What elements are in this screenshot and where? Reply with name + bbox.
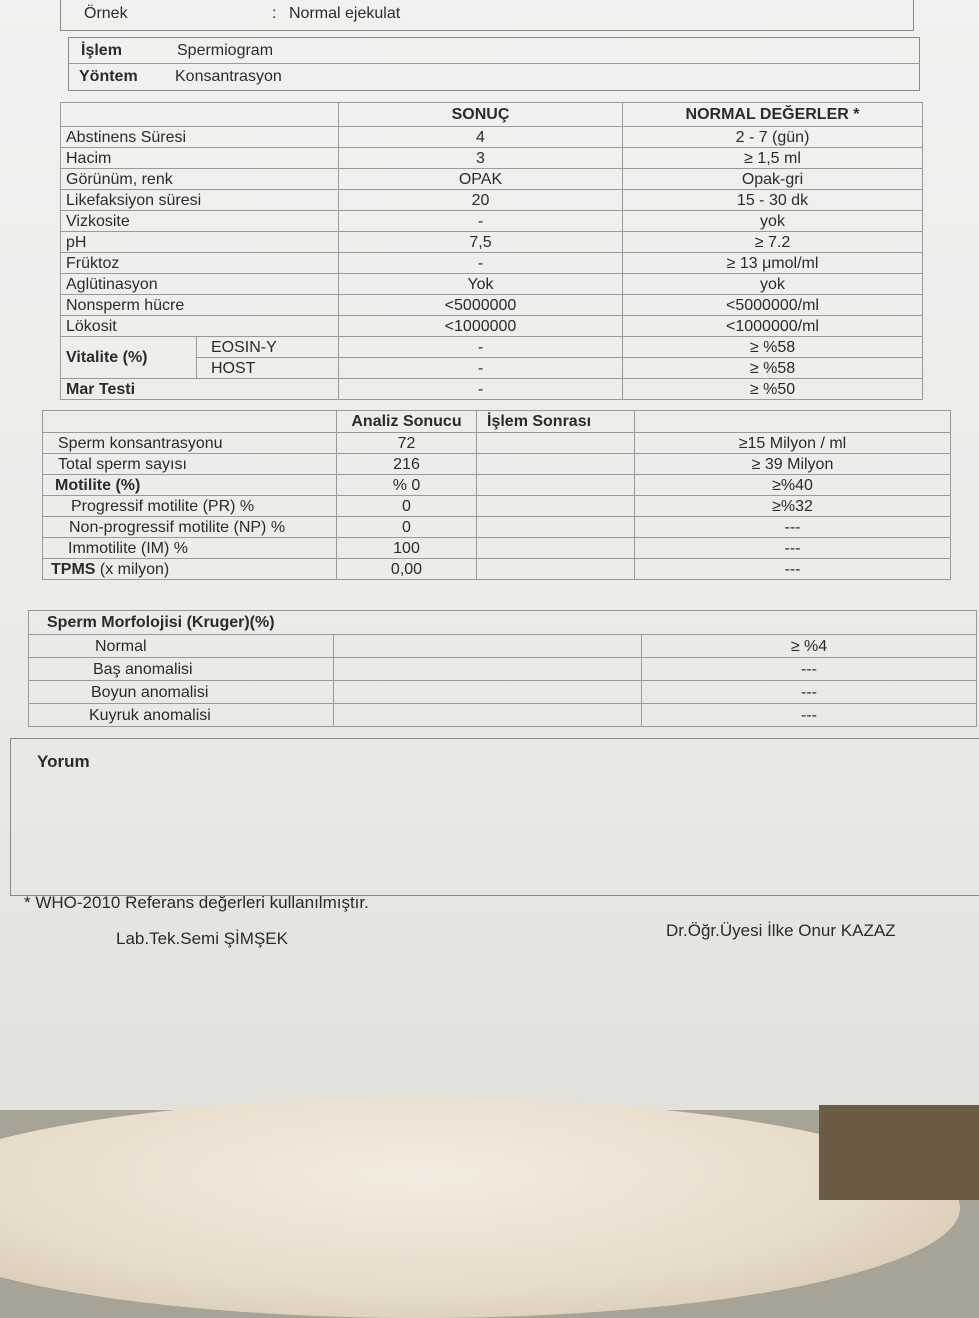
- ornek-value: Normal ejekulat: [289, 5, 401, 22]
- morphology-title: Sperm Morfolojisi (Kruger)(%): [29, 611, 977, 635]
- table-row: Lökosit <1000000 <1000000/ml: [61, 316, 923, 337]
- table-row: Normal ≥ %4: [29, 635, 977, 658]
- table-surface: [819, 1105, 979, 1200]
- morphology-header-row: [29, 611, 977, 635]
- mar-row: Mar Testi - ≥ %50: [61, 379, 923, 400]
- doctor-signature: Dr.Öğr.Üyesi İlke Onur KAZAZ: [666, 921, 896, 940]
- plate-background: [0, 1098, 960, 1318]
- tpms-label: TPMS: [51, 560, 96, 578]
- col-after-header: İşlem Sonrası: [477, 411, 635, 433]
- sample-box: [60, 0, 914, 31]
- results-header-row: [61, 103, 923, 127]
- table-row: Vizkosite - yok: [61, 211, 923, 232]
- results-table: [60, 102, 923, 400]
- table-row: pH 7,5 ≥ 7.2: [61, 232, 923, 253]
- col-analysis-header: Analiz Sonucu: [337, 411, 477, 433]
- table-row: Boyun anomalisi ---: [29, 681, 977, 704]
- lab-tech-signature: Lab.Tek.Semi ŞİMŞEK: [116, 929, 288, 948]
- table-row: Aglütinasyon Yok yok: [61, 274, 923, 295]
- who-note: * WHO-2010 Referans değerleri kullanılmıştır.: [24, 893, 369, 912]
- islem-label: İşlem: [81, 42, 122, 59]
- table-row: Görünüm, renk OPAK Opak-gri: [61, 169, 923, 190]
- vitalite-label: Vitalite (%): [61, 337, 197, 379]
- table-row: Total sperm sayısı 216 ≥ 39 Milyon: [43, 454, 951, 475]
- yontem-label: Yöntem: [79, 68, 138, 85]
- morphology-table: [28, 610, 977, 727]
- table-row: Nonsperm hücre <5000000 <5000000/ml: [61, 295, 923, 316]
- table-row: Abstinens Süresi 4 2 - 7 (gün): [61, 127, 923, 148]
- mar-label: Mar Testi: [61, 379, 339, 400]
- table-row: Kuyruk anomalisi ---: [29, 704, 977, 727]
- islem-value: Spermiogram: [177, 42, 274, 59]
- yontem-value: Konsantrasyon: [175, 68, 282, 85]
- col-result-header: SONUÇ: [339, 103, 623, 127]
- vitalite-row: HOST - ≥ %58: [61, 358, 923, 379]
- ornek-label: Örnek: [84, 5, 128, 22]
- analysis-table: [42, 410, 951, 580]
- comment-label: Yorum: [37, 752, 90, 771]
- analysis-header-row: [43, 411, 951, 433]
- vitalite-row: Vitalite (%) EOSIN-Y - ≥ %58: [61, 337, 923, 358]
- table-row: Hacim 3 ≥ 1,5 ml: [61, 148, 923, 169]
- table-row: Sperm konsantrasyonu 72 ≥15 Milyon / ml: [43, 433, 951, 454]
- table-row: TPMS (x milyon) 0,00 ---: [43, 559, 951, 580]
- tpms-unit: (x milyon): [99, 560, 170, 578]
- table-row: Likefaksiyon süresi 20 15 - 30 dk: [61, 190, 923, 211]
- table-row: Immotilite (IM) % 100 ---: [43, 538, 951, 559]
- col-normal-header: NORMAL DEĞERLER *: [623, 103, 923, 127]
- table-row: Früktoz - ≥ 13 μmol/ml: [61, 253, 923, 274]
- comment-box: [10, 738, 979, 896]
- ornek-sep: :: [272, 5, 277, 22]
- table-row: Baş anomalisi ---: [29, 658, 977, 681]
- table-row: Progressif motilite (PR) % 0 ≥%32: [43, 496, 951, 517]
- table-row: Motilite (%) % 0 ≥%40: [43, 475, 951, 496]
- table-row: Non-progressif motilite (NP) % 0 ---: [43, 517, 951, 538]
